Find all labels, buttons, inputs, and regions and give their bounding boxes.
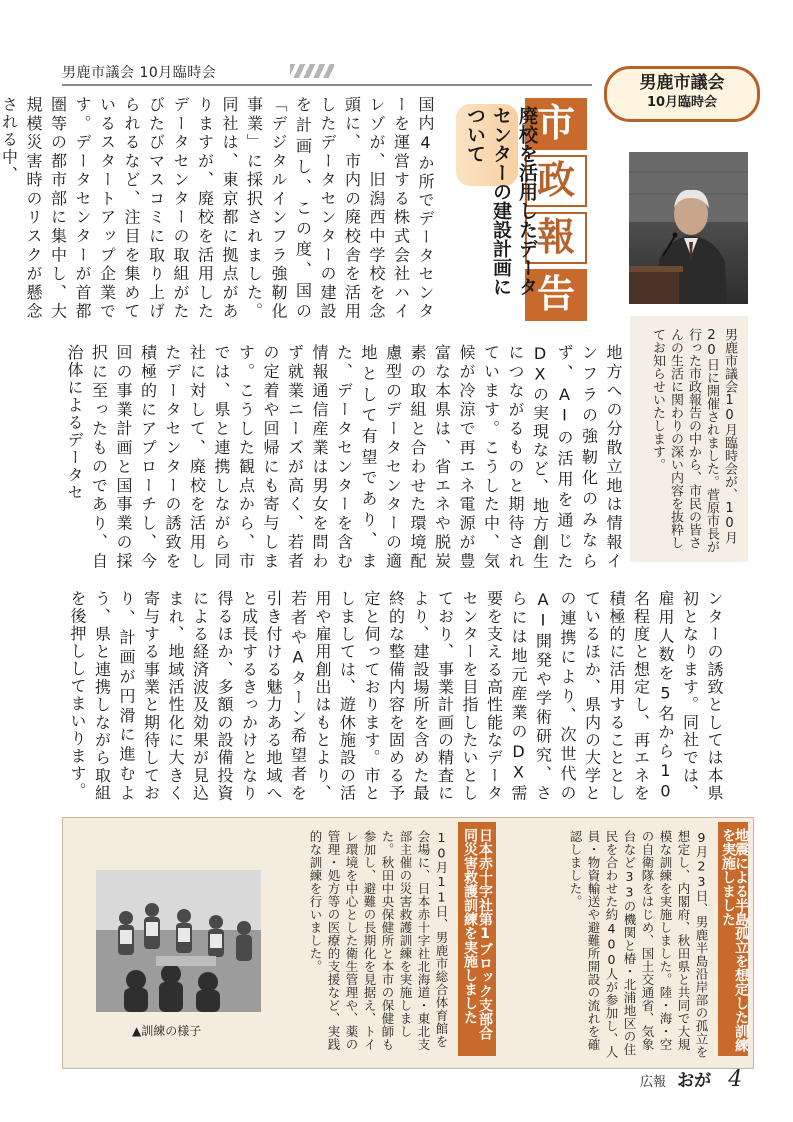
- page-footer: [640, 1066, 742, 1092]
- article-body-middle: 地方への分散立地は情報インフラの強靭化のみならず、AIの活用を通じたDXの実現など、地方創生につながるものと期待されています。こうした中、気候が冷涼で再エネ電源が豊富な本県は、省エネや脱炭素の取組と合わせた環境配慮型のデータセンターの適地として有望であり、また、データセンターを含む情報通信産業は男女を問わず就業ニーズが高く、若者の定着や回帰にも寄与します。こうした観点から、市では、県と連携しながら同社に対して、廃校を活用したデータセンターの誘致を積極的にアプローチし、今回の事業計画と国事業の採択に至ったものであり、自治体によるデータセ: [65, 344, 623, 570]
- title-char-4: 告: [525, 269, 587, 321]
- mayor-photo-illustration: [629, 152, 748, 304]
- running-header: [62, 58, 592, 86]
- news1-body: 9月23日、男鹿半島沿岸部の孤立を想定し、内閣府、秋田県と共同で大規模な訓練を実施しました。陸・海・空の自衛隊をはじめ、国土交通省、気象台など33の機関と椿・北浦地区の住民を合わせた約400人が参加し、人員・物資輸送や避難所開設の流れを確認しました。: [568, 830, 709, 1059]
- badge-line2: 10月臨時会: [646, 95, 718, 110]
- news1-heading: 地震による半島孤立を想定した訓練を実施しました: [720, 828, 749, 1052]
- training-photo: [96, 870, 261, 1012]
- news2-heading-bar: [458, 822, 496, 1056]
- title-char-3: 報: [525, 212, 587, 264]
- title-char-2: 政: [525, 155, 587, 207]
- article-body-bottom: ンターの誘致としては本県初となります。同社では、雇用人数を5名から10名程度と想定し、再エネを積極的に活用することとしているほか、県内の大学との連携により、次世代のAI開発や学術研究、さらには地元産業のDX需要を支える高性能なデータセンターを目指したいとしており、事業計画の精査により、建設場所を含めた最終的な整備内容を固める予定と伺っております。市としましては、遊休施設の活用や雇用創出はもとより、若者やAターン希望者を引き付ける魅力ある地域へと成長するきっかけとなり得るほか、多額の設備投資による経済波及効果が見込まれ、地域活性化に大きく寄与する事業と期待しており、計画が円滑に進むよう、県と連携しながら取組を後押ししてまいります。: [68, 590, 724, 802]
- mayor-photo: [629, 152, 748, 304]
- session-badge: [604, 66, 760, 122]
- footer-label: 広報: [640, 1075, 667, 1090]
- badge-line1: 男鹿市議会: [639, 73, 725, 93]
- news2-body: 10月11日、男鹿市総合体育館を会場に、日本赤十字社北海道・東北支部主催の災害救護訓練を実施しました。秋田中央保健所と本市の保健師も参加し、避難の長期化を見据え、トイレ環境を中心とした衛生管理や、薬の管理・処方等の医療的支援など、実践的な訓練を行いました。: [308, 830, 449, 1051]
- article-body-top: 国内4か所でデータセンターを運営する株式会社ハイレゾが、旧潟西中学校を念頭に、市内の廃校舎を活用したデータセンターの建設を計画し、この度、国の「デジタルインフラ強靭化事業」に採択されました。同社は、東京都に拠点がありますが、廃校を活用したデータセンターの取組がたびたびマスコミに取り上げられるなど、注目を集めているスタートアップ企業です。データセンターが首都圏等の都市部に集中し、大規模災害時のリスクが懸念される中、: [0, 96, 435, 320]
- running-title: 男鹿市議会 10月臨時会: [62, 65, 217, 81]
- intro-caption-box: [630, 316, 748, 562]
- training-photo-caption: ▲訓練の様子: [132, 1024, 202, 1038]
- training-photo-illustration: [96, 870, 261, 1012]
- news2-heading: 日本赤十字社第1ブロック支部合同災害救護訓練を実施しました: [462, 828, 493, 1040]
- footer-publication-name: おが: [677, 1071, 712, 1091]
- header-stripes: [290, 64, 334, 78]
- page-number: 4: [728, 1067, 743, 1092]
- article-subtitle: 廃校を活用したデータセンターの建設計画について: [464, 106, 538, 296]
- header-rule: [62, 84, 592, 86]
- news1-heading-bar: [718, 822, 748, 1056]
- intro-caption-text: 男鹿市議会10月臨時会が、10月20日に開催されました。菅原市長が行った市政報告の中から、市民の皆さんの生活に関わりの深い内容を抜粋してお知らせいたします。: [650, 328, 737, 553]
- title-char-1: 市: [525, 98, 587, 150]
